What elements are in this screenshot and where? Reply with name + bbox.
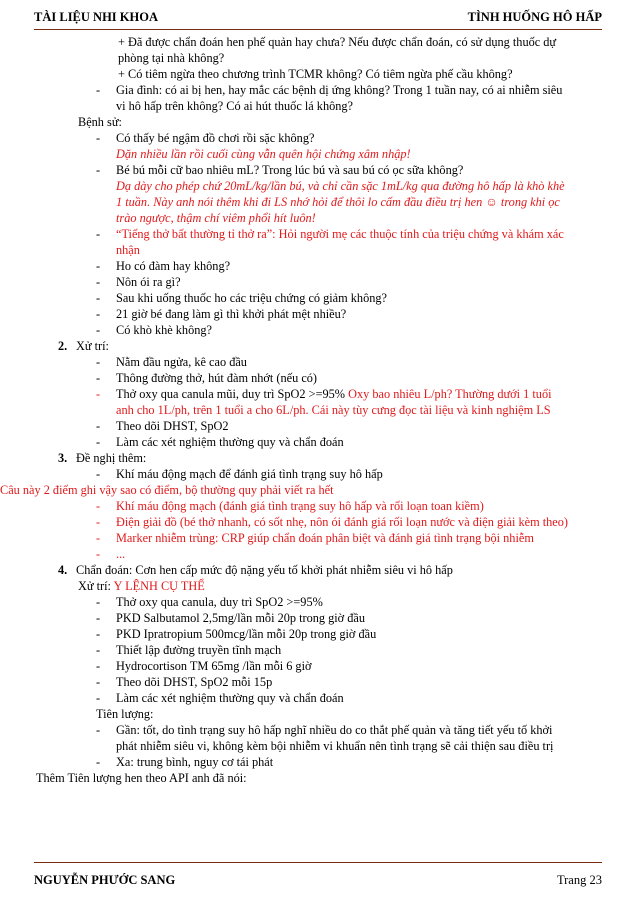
list-item: - Gia đình: có ai bị hen, hay mắc các bệnh dị ứng không? Trong 1 tuần nay, có ai nhiễm siêu [96, 83, 563, 97]
list-item: - Theo dõi DHST, SpO2 [96, 419, 229, 433]
page-header [34, 7, 602, 30]
text-line: phát nhiễm siêu vi, không kèm bội nhiễm vi khuẩn nên tình trạng sẽ cải thiện sau điều trị [116, 739, 554, 753]
text-line: nhận [116, 243, 140, 257]
list-item: - Nôn ói ra gì? [96, 275, 181, 289]
list-item: - Khí máu động mạch (đánh giá tình trạng suy hô hấp và rối loạn toan kiềm) [96, 499, 484, 513]
list-item: - Bé bú mỗi cữ bao nhiêu mL? Trong lúc bú và sau bú có ọc sữa không? [96, 163, 464, 177]
note-line: trào ngược, thậm chí viêm phổi hít luôn! [116, 211, 316, 225]
text-line: + Có tiêm ngừa theo chương trình TCMR không? Có tiêm ngừa phế cầu không? [118, 67, 513, 81]
list-item: - Theo dõi DHST, SpO2 mỗi 15p [96, 675, 273, 689]
list-item: - Thông đường thở, hút đàm nhớt (nếu có) [96, 371, 318, 385]
text-line: Thêm Tiên lượng hen theo API anh đã nói: [36, 771, 247, 785]
numbered-heading: 3. Đề nghị thêm: [58, 451, 147, 465]
header-right: TÌNH HUỐNG HÔ HẤP [467, 10, 602, 24]
list-item: - “Tiếng thở bất thường tỉ thở ra”: Hỏi người mẹ các thuộc tính của triệu chứng và khám xác [96, 227, 564, 241]
list-item: - Thiết lập đường truyền tĩnh mạch [96, 643, 282, 657]
list-item: - ... [96, 547, 126, 561]
page-number: Trang 23 [556, 873, 602, 887]
section-heading: Bệnh sử: [78, 115, 122, 129]
note-line: Dặn nhiều lần rồi cuối cùng vẫn quên hội chứng xâm nhập! [116, 147, 411, 161]
section-heading: Xử trí: Y LỆNH CỤ THỂ [78, 579, 205, 593]
list-item: - Thở oxy qua canula, duy trì SpO2 >=95% [96, 595, 323, 609]
list-item: - Thở oxy qua canula mũi, duy trì SpO2 >=95% Oxy bao nhiêu L/ph? Thường dưới 1 tuổi [96, 387, 552, 401]
list-item: - PKD Ipratropium 500mcg/lần mỗi 20p trong giờ đầu [96, 627, 377, 641]
list-item: - Có thấy bé ngậm đồ chơi rồi sặc không? [96, 131, 315, 145]
note-line: anh cho 1L/ph, trên 1 tuổi a cho 6L/ph. Cái này tùy cưng đọc tài liệu và kinh nghiệm LS [116, 403, 551, 417]
note-line: 1 tuần. Này anh nói thêm khi đi LS nhớ hỏi để thôi lo cấm đầu điều trị hen ☺ trong khi ọc [116, 195, 560, 209]
list-item: - Điện giải đồ (bé thở nhanh, có sốt nhẹ, nôn ói đánh giá rối loạn nước và điện giải kèm theo) [96, 515, 569, 529]
list-item: - PKD Salbutamol 2,5mg/lần mỗi 20p trong giờ đầu [96, 611, 366, 625]
list-item: - Khí máu động mạch để đánh giá tình trạng suy hô hấp [96, 467, 383, 481]
list-item: - Ho có đàm hay không? [96, 259, 231, 273]
list-item: - Nằm đầu ngửa, kê cao đầu [96, 355, 247, 369]
section-heading: Tiên lượng: [96, 707, 154, 721]
list-item: - 21 giờ bé đang làm gì thì khởi phát mệt nhiều? [96, 307, 347, 321]
header-left: TÀI LIỆU NHI KHOA [34, 10, 158, 24]
list-item: - Gần: tốt, do tình trạng suy hô hấp nghĩ nhiều do co thắt phế quản và tăng tiết yếu tố khởi [96, 723, 553, 737]
list-item: - Hydrocortison TM 65mg /lần mỗi 6 giờ [96, 659, 312, 673]
footer-author: NGUYỄN PHƯỚC SANG [34, 873, 176, 887]
list-item: - Sau khi uống thuốc ho các triệu chứng có giảm không? [96, 291, 387, 305]
note-line: Câu này 2 điểm ghi vậy sao có điểm, bộ thường quy phải viết ra hết [0, 483, 334, 497]
text-line: vi hô hấp trên không? Có ai hút thuốc lá không? [116, 99, 354, 113]
list-item: - Marker nhiễm trùng: CRP giúp chẩn đoán phân biệt và đánh giá tình trạng bội nhiễm [96, 531, 534, 545]
note-line: Dạ dày cho phép chứ 20mL/kg/lần bú, và chỉ cần sặc 1mL/kg qua đường hô hấp là khò khè [116, 179, 565, 193]
list-item: - Làm các xét nghiệm thường quy và chẩn đoán [96, 435, 344, 449]
list-item: - Xa: trung bình, nguy cơ tái phát [96, 755, 274, 769]
text-line: + Đã được chẩn đoán hen phế quản hay chưa? Nếu được chẩn đoán, có sử dụng thuốc dự [118, 35, 557, 49]
page-footer [34, 862, 602, 887]
numbered-heading: 4. Chẩn đoán: Cơn hen cấp mức độ nặng yếu tố khởi phát nhiễm siêu vi hô hấp [58, 563, 453, 577]
list-item: - Có khò khè không? [96, 323, 212, 337]
numbered-heading: 2. Xử trí: [58, 339, 109, 353]
list-item: - Làm các xét nghiệm thường quy và chẩn đoán [96, 691, 344, 705]
text-line: phòng tại nhà không? [118, 51, 225, 65]
